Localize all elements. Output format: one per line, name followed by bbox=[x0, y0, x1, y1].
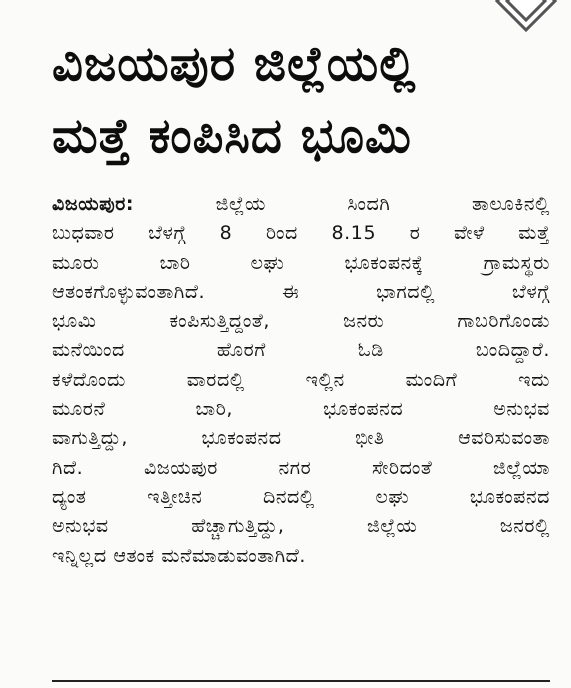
headline-line-2: ಮತ್ತೆ ಕಂಪಿಸಿದ ಭೂಮಿ bbox=[52, 108, 412, 164]
body-line-text: ಜಿಲ್ಲೆಯ ಸಿಂದಗಿ ತಾಲೂಕಿನಲ್ಲಿ bbox=[215, 193, 550, 215]
article-body bbox=[52, 190, 550, 571]
body-line: ಅನುಭವ ಹೆಚ್ಚಾಗುತ್ತಿದ್ದು, ಜಿಲ್ಲೆಯ ಜನರಲ್ಲಿ bbox=[52, 515, 550, 538]
body-line: ಮನೆಯಿಂದ ಹೊರಗೆ ಓಡಿ ಬಂದಿದ್ದಾರೆ. bbox=[52, 339, 550, 362]
body-line: ಇನ್ನಿಲ್ಲದ ಆತಂಕ ಮನೆಮಾಡುವಂತಾಗಿದೆ. bbox=[52, 544, 306, 567]
body-line: ಕಳೆದೊಂದು ವಾರದಲ್ಲಿ ಇಲ್ಲಿನ ಮಂದಿಗೆ ಇದು bbox=[52, 368, 550, 391]
body-line: ಭೂಮಿ ಕಂಪಿಸುತ್ತಿದ್ದಂತೆ, ಜನರು ಗಾಬರಿಗೊಂಡು bbox=[52, 310, 550, 333]
bottom-divider bbox=[52, 680, 550, 682]
body-line: ಮೂರನೆ ಬಾರಿ, ಭೂಕಂಪನದ ಅನುಭವ bbox=[52, 398, 550, 421]
body-line: ಬುಧವಾರ ಬೆಳಗ್ಗೆ 8 ರಿಂದ 8.15 ರ ವೇಳೆ ಮತ್ತೆ bbox=[52, 222, 550, 245]
body-line: ವಾಗುತ್ತಿದ್ದು, ಭೂಕಂಪನದ ಭೀತಿ ಆವರಿಸುವಂತಾ bbox=[52, 427, 550, 450]
dateline: ವಿಜಯಪುರ: bbox=[52, 193, 135, 215]
headline bbox=[52, 28, 552, 172]
body-line bbox=[52, 190, 550, 219]
body-line: ಮೂರು ಬಾರಿ ಲಘು ಭೂಕಂಪನಕ್ಕೆ ಗ್ರಾಮಸ್ಥರು bbox=[52, 251, 550, 274]
body-line: ದ್ಯಂತ ಇತ್ತೀಚಿನ ದಿನದಲ್ಲಿ ಲಘು ಭೂಕಂಪನದ bbox=[52, 485, 550, 508]
body-line: ಆತಂಕಗೊಳ್ಳುವಂತಾಗಿದೆ. ಈ ಭಾಗದಲ್ಲಿ ಬೆಳಗ್ಗೆ bbox=[52, 280, 550, 303]
body-line: ಗಿದೆ. ವಿಜಯಪುರ ನಗರ ಸೇರಿದಂತೆ ಜಿಲ್ಲೆಯಾ bbox=[52, 456, 550, 479]
headline-line-1: ವಿಜಯಪುರ ಜಿಲ್ಲೆಯಲ್ಲಿ bbox=[52, 36, 417, 92]
